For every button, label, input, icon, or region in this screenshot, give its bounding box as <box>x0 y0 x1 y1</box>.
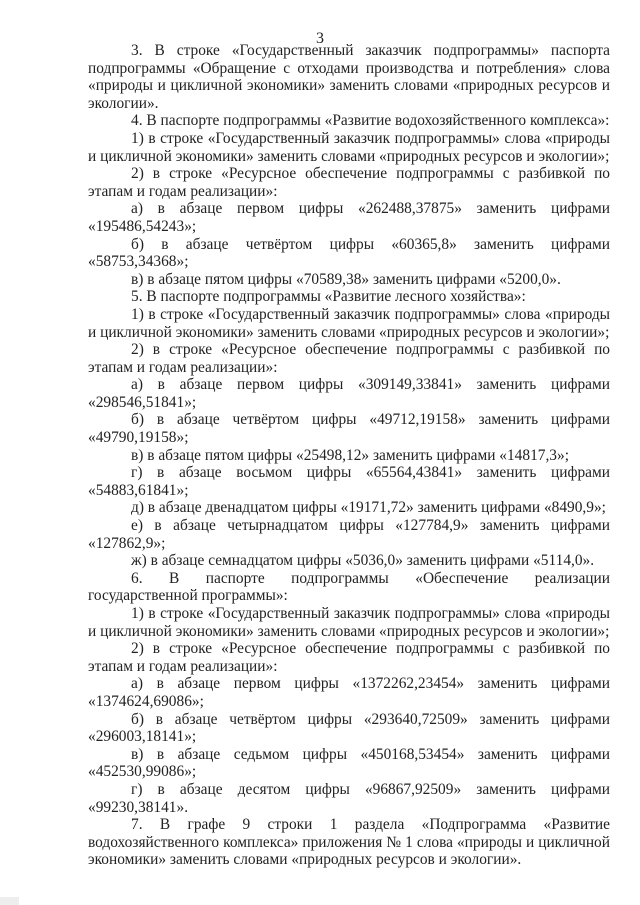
paragraph-5-2-v: в) в абзаце пятом цифры «25498,12» заменить цифрами «14817,3»; <box>131 446 569 464</box>
paragraph-4-2-v: в) в абзаце пятом цифры «70589,38» заменить цифрами «5200,0». <box>131 270 561 288</box>
paragraph-4-2-a: а) в абзаце первом цифры «262488,37875» заменить цифрами «195486,54243»; <box>88 200 610 235</box>
paragraph-item-7: 7. В графе 9 строки 1 раздела «Подпрограмма «Развитие водохозяйственного комплекса» приложения № 1 слова «природы и цикличной экономики» заменить словами «природных ресурсов и экологии». <box>88 816 610 869</box>
paragraph-6-2-v: в) в абзаце седьмом цифры «450168,53454» заменить цифрами «452530,99086»; <box>88 745 610 781</box>
paragraph-5-2: 2) в строке «Ресурсное обеспечение подпрограммы с разбивкой по этапам и годам реализации»: <box>88 341 610 376</box>
paragraph-item-6-heading: 6. В паспорте подпрограммы «Обеспечение реализации государственной программы»: <box>88 569 610 605</box>
paragraph-item-5-heading: 5. В паспорте подпрограммы «Развитие лесного хозяйства»: <box>131 288 526 306</box>
paragraph-6-1: 1) в строке «Государственный заказчик подпрограммы» слова «природы и цикличной экономики» заменить словами «природных ресурсов и экологии»; <box>88 605 610 640</box>
document-body <box>88 42 610 869</box>
paragraph-item-3: 3. В строке «Государственный заказчик подпрограммы» паспорта подпрограммы «Обращение с отходами производства и потребления» слова «природы и цикличной экономики» заменить словами «природных ресурсов и экологии». <box>88 42 610 112</box>
page-number: 3 <box>316 30 324 47</box>
paragraph-5-2-g: г) в абзаце восьмом цифры «65564,43841» заменить цифрами «54883,61841»; <box>88 464 610 499</box>
paragraph-4-2: 2) в строке «Ресурсное обеспечение подпрограммы с разбивкой по этапам и годам реализации»: <box>88 165 610 200</box>
paragraph-4-2-b: б) в абзаце четвёртом цифры «60365,8» заменить цифрами «58753,34368»; <box>88 235 610 271</box>
paragraph-5-2-e: е) в абзаце четырнадцатом цифры «127784,9» заменить цифрами «127862,9»; <box>88 517 610 552</box>
paragraph-5-1: 1) в строке «Государственный заказчик подпрограммы» слова «природы и цикличной экономики» заменить словами «природных ресурсов и экологии»; <box>88 305 610 341</box>
paragraph-6-2-a: а) в абзаце первом цифры «1372262,23454» заменить цифрами «1374624,69086»; <box>88 675 610 710</box>
paragraph-5-2-d: д) в абзаце двенадцатом цифры «19171,72» заменить цифрами «8490,9»; <box>131 499 606 517</box>
paragraph-5-2-zh: ж) в абзаце семнадцатом цифры «5036,0» заменить цифрами «5114,0». <box>131 552 595 570</box>
paragraph-6-2-g: г) в абзаце десятом цифры «96867,92509» заменить цифрами «99230,38141». <box>88 780 610 816</box>
paragraph-6-2: 2) в строке «Ресурсное обеспечение подпрограммы с разбивкой по этапам и годам реализации»: <box>88 640 610 675</box>
scan-edge-artifact <box>0 897 640 905</box>
paragraph-5-2-a: а) в абзаце первом цифры «309149,33841» заменить цифрами «298546,51841»; <box>88 376 610 411</box>
paragraph-item-4-heading: 4. В паспорте подпрограммы «Развитие водохозяйственного комплекса»: <box>131 112 610 130</box>
paragraph-5-2-b: б) в абзаце четвёртом цифры «49712,19158» заменить цифрами «49790,19158»; <box>88 411 610 447</box>
paragraph-6-2-b: б) в абзаце четвёртом цифры «293640,72509» заменить цифрами «296003,18141»; <box>88 710 610 746</box>
paragraph-4-1: 1) в строке «Государственный заказчик подпрограммы» слова «природы и цикличной экономики» заменить словами «природных ресурсов и экологии»; <box>88 129 610 165</box>
